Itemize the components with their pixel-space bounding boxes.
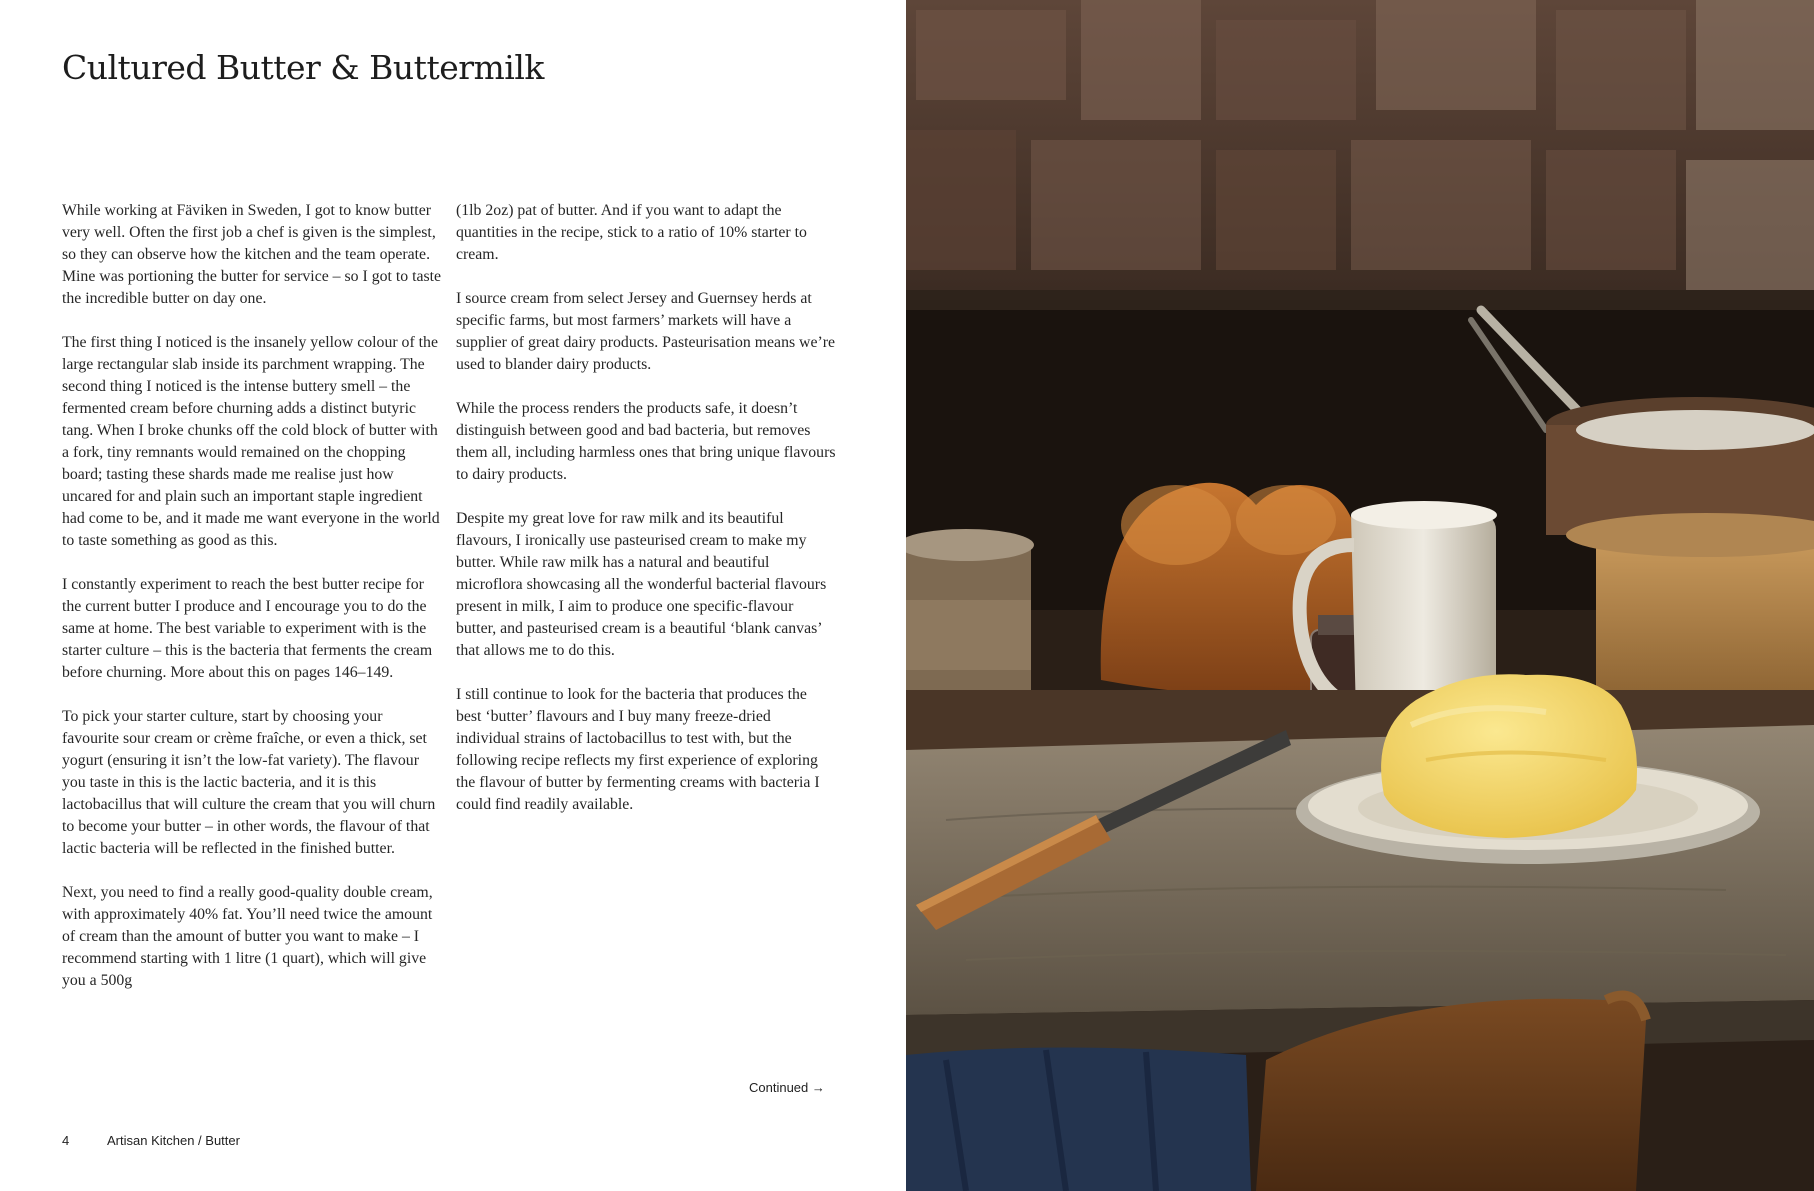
paragraph: I still continue to look for the bacteria that produces the best ‘butter’ flavours and I buy many freeze-dried individual strains of lactobacillus to test with, but the following recipe reflects my first experience of exploring the flavour of butter by fermenting creams with bacteria I could find readily available. — [456, 686, 820, 813]
butter-photo — [906, 0, 1814, 1191]
paragraph: While working at Fäviken in Sweden, I got to know butter very well. Often the first job a chef is given is the simplest, so they can observe how the kitchen and the team operate. Mine was portioning the butter for service – so I got to taste the incredible butter on day one. — [62, 202, 442, 307]
paragraph: Next, you need to find a really good-quality double cream, with approximately 40% fat. You’ll need twice the amount of cream than the amount of butter you want to make – I recommend starting with 1 litre (1 quart), which will give you a 500g — [62, 884, 433, 989]
paragraph: To pick your starter culture, start by choosing your favourite sour cream or crème fraîche, or even a thick, set yogurt (ensuring it isn’t the low-fat variety). The flavour you taste in this is the lactic bacteria, and it is this lactobacillus that will culture the cream that you will churn to become your butter – in other words, the flavour of that lactic bacteria will be reflected in the finished butter. — [62, 708, 436, 857]
paragraph: (1lb 2oz) pat of butter. And if you want to adapt the quantities in the recipe, stick to a ratio of 10% starter to cream. — [456, 202, 807, 263]
running-head: Artisan Kitchen / Butter — [107, 1133, 240, 1148]
butter-photo-illustration — [906, 0, 1814, 1191]
brick-wall — [906, 0, 1814, 350]
continued-link[interactable]: Continued → — [749, 1080, 825, 1095]
page-number: 4 — [62, 1133, 70, 1148]
text-page — [0, 0, 906, 1191]
paragraph: While the process renders the products safe, it doesn’t distinguish between good and bad bacteria, but removes them all, including harmless ones that bring unique flavours to dairy products. — [456, 400, 836, 483]
paragraph: I source cream from select Jersey and Guernsey herds at specific farms, but most farmers’ markets will have a supplier of great dairy products. Pasteurisation means we’re used to blander dairy products. — [456, 290, 836, 373]
body-column-1 — [62, 200, 442, 1014]
page-title: Cultured Butter & Buttermilk — [62, 48, 544, 87]
paragraph: I constantly experiment to reach the best butter recipe for the current butter I produce and I encourage you to do the same at home. The best variable to experiment with is the starter culture – this is the bacteria that ferments the cream before churning. More about this on pages 146–149. — [62, 576, 433, 681]
paragraph: The first thing I noticed is the insanely yellow colour of the large rectangular slab inside its parchment wrapping. The second thing I noticed is the intense buttery smell – the fermented cream before churning adds a distinct butyric tang. When I broke chunks off the cold block of butter with a fork, tiny remnants would remained on the chopping board; tasting these shards made me realise just how uncared for and plain such an important staple ingredient had come to be, and it made me want everyone in the world to taste something as good as this. — [62, 334, 440, 549]
paragraph: Despite my great love for raw milk and its beautiful flavours, I ironically use pasteurised cream to make my butter. While raw milk has a natural and beautiful microflora showcasing all the wonderful bacterial flavours present in milk, I aim to produce one specific-flavour butter, and pasteurised cream is a beautiful ‘blank canvas’ that allows me to do this. — [456, 510, 827, 659]
butter-pat — [1381, 674, 1637, 838]
body-column-2 — [456, 200, 836, 838]
